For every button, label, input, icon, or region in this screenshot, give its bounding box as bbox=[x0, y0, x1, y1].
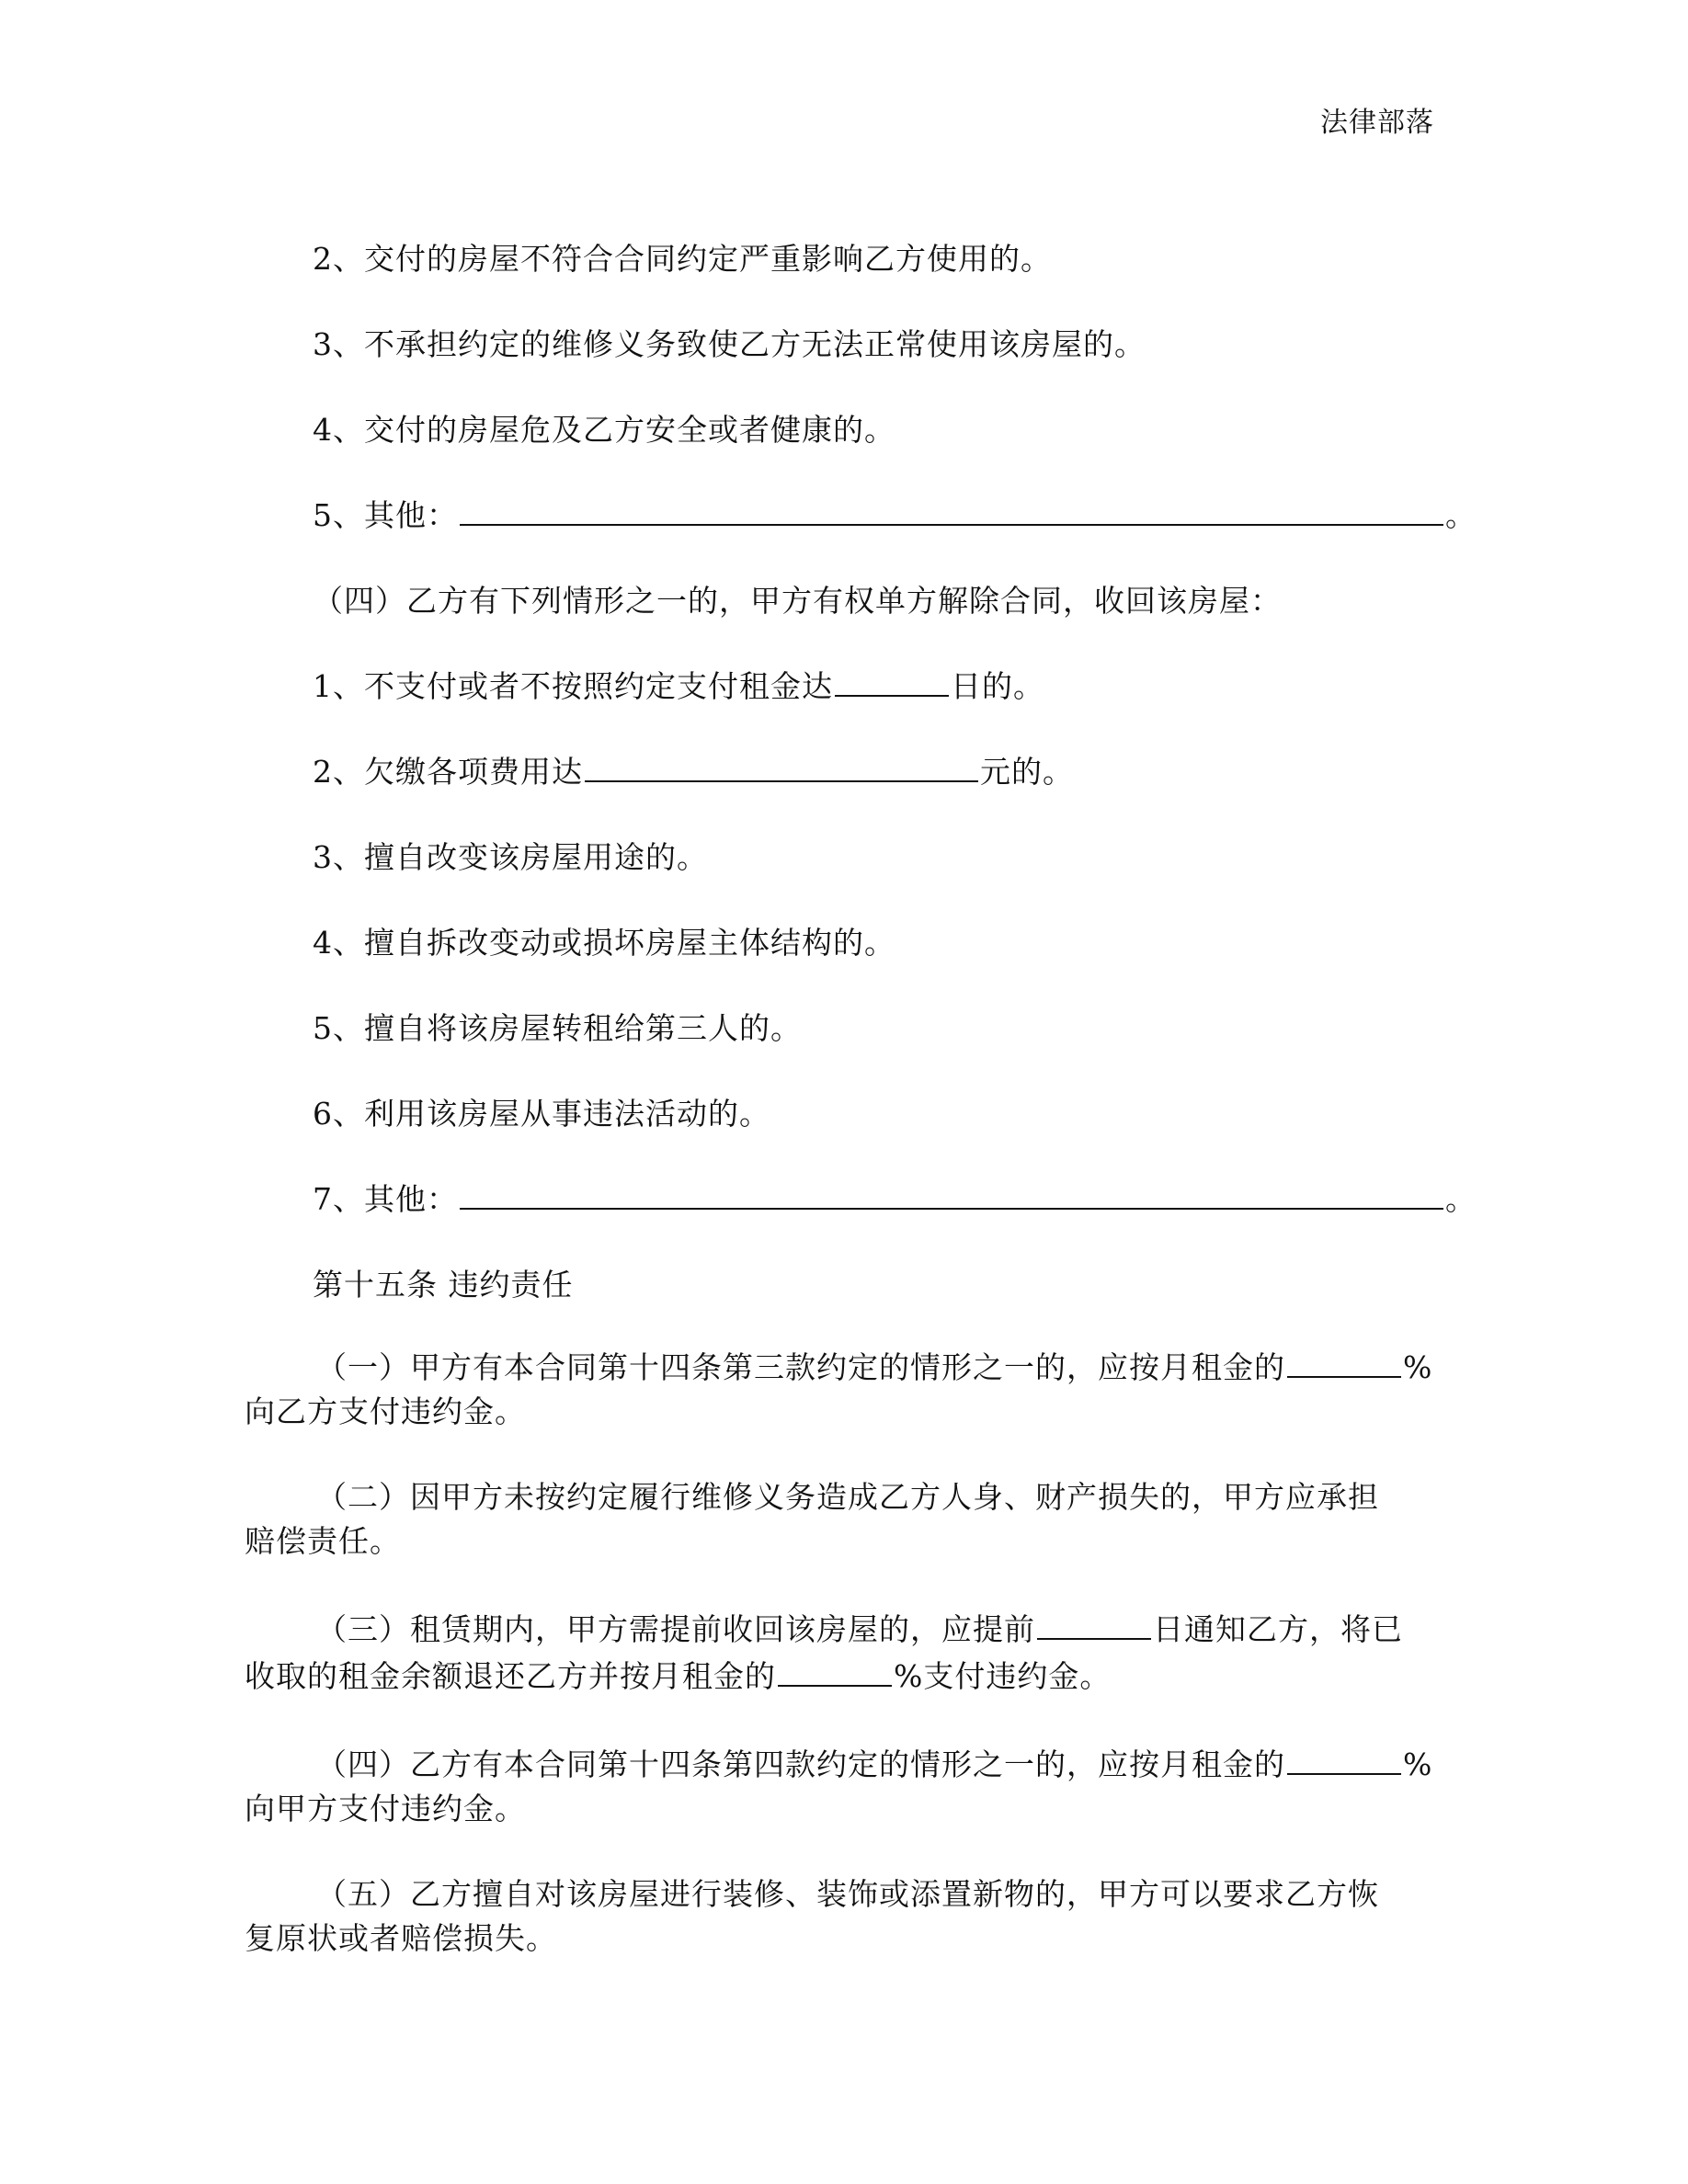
liability-paragraph-2 bbox=[245, 1475, 1431, 1564]
document-body bbox=[245, 232, 1477, 2002]
paragraph-text: % bbox=[1403, 1746, 1433, 1782]
liability-paragraph-3 bbox=[245, 1605, 1431, 1699]
clause-line-fees bbox=[245, 745, 1431, 830]
clause-text: 4、擅自拆改变动或损坏房屋主体结构的。 bbox=[313, 925, 895, 961]
clause-line-rent-days bbox=[245, 659, 1431, 745]
paragraph-text: 向甲方支付违约金。 bbox=[245, 1791, 526, 1826]
fill-blank[interactable] bbox=[460, 1175, 1443, 1210]
clause-text: 元的。 bbox=[980, 754, 1074, 790]
clause-text: 2、欠缴各项费用达 bbox=[313, 754, 583, 790]
clause-text: 6、利用该房屋从事违法活动的。 bbox=[313, 1096, 770, 1132]
liability-paragraph-4 bbox=[245, 1740, 1431, 1831]
paragraph-text: （三）租赁期内，甲方需提前收回该房屋的，应提前 bbox=[316, 1611, 1035, 1647]
clause-line-4 bbox=[245, 403, 1431, 488]
clause-line-5-other bbox=[245, 488, 1477, 574]
clause-text: 。 bbox=[1445, 497, 1477, 533]
paragraph-text: %支付违约金。 bbox=[894, 1658, 1112, 1694]
paragraph-text: （一）甲方有本合同第十四条第三款约定的情形之一的，应按月租金的 bbox=[316, 1349, 1285, 1385]
clause-text: （四）乙方有下列情形之一的，甲方有权单方解除合同，收回该房屋： bbox=[313, 583, 1282, 619]
fill-blank[interactable] bbox=[1037, 1605, 1151, 1640]
clause-text: 日的。 bbox=[951, 668, 1044, 704]
clause-line-sublet bbox=[245, 1001, 1431, 1086]
clause-line-2 bbox=[245, 232, 1431, 317]
paragraph-text: （四）乙方有本合同第十四条第四款约定的情形之一的，应按月租金的 bbox=[316, 1746, 1285, 1782]
paragraph-text: 向乙方支付违约金。 bbox=[245, 1393, 526, 1429]
paragraph-text: （二）因甲方未按约定履行维修义务造成乙方人身、财产损失的，甲方应承担 bbox=[316, 1479, 1379, 1515]
clause-text: 7、其他： bbox=[313, 1181, 458, 1217]
clause-line-usage bbox=[245, 830, 1431, 916]
fill-blank[interactable] bbox=[1287, 1343, 1401, 1378]
fill-blank[interactable] bbox=[778, 1652, 892, 1687]
clause-text: 3、擅自改变该房屋用途的。 bbox=[313, 839, 708, 875]
clause-text: 5、其他： bbox=[313, 497, 458, 533]
fill-blank[interactable] bbox=[835, 662, 949, 697]
clause-text: 。 bbox=[1445, 1181, 1477, 1217]
clause-text: 3、不承担约定的维修义务致使乙方无法正常使用该房屋的。 bbox=[313, 326, 1146, 362]
fill-blank[interactable] bbox=[1287, 1740, 1401, 1775]
clause-text: 1、不支付或者不按照约定支付租金达 bbox=[313, 668, 833, 704]
clause-line-7-other bbox=[245, 1172, 1477, 1257]
paragraph-text: 复原状或者赔偿损失。 bbox=[245, 1920, 557, 1956]
clause-line-structure bbox=[245, 916, 1431, 1001]
article-heading: 第十五条 违约责任 bbox=[313, 1267, 574, 1302]
paragraph-text: （五）乙方擅自对该房屋进行装修、装饰或添置新物的，甲方可以要求乙方恢 bbox=[316, 1876, 1379, 1912]
liability-paragraph-5 bbox=[245, 1872, 1431, 1961]
clause-line-illegal bbox=[245, 1086, 1431, 1172]
paragraph-text: 收取的租金余额退还乙方并按月租金的 bbox=[245, 1658, 776, 1694]
paragraph-text: % bbox=[1403, 1349, 1433, 1385]
clause-text: 2、交付的房屋不符合合同约定严重影响乙方使用的。 bbox=[313, 241, 1052, 277]
fill-blank[interactable] bbox=[460, 491, 1443, 526]
fill-blank[interactable] bbox=[585, 747, 978, 782]
paragraph-text: 赔偿责任。 bbox=[245, 1523, 401, 1559]
article-fifteen-heading bbox=[245, 1257, 1431, 1343]
clause-text: 4、交付的房屋危及乙方安全或者健康的。 bbox=[313, 412, 895, 448]
header-site-name: 法律部落 bbox=[1320, 107, 1434, 139]
liability-paragraph-1 bbox=[245, 1343, 1431, 1434]
clause-line-3 bbox=[245, 317, 1431, 403]
paragraph-text: 日通知乙方，将已 bbox=[1153, 1611, 1403, 1647]
clause-text: 5、擅自将该房屋转租给第三人的。 bbox=[313, 1010, 802, 1046]
section-four-heading bbox=[245, 574, 1431, 659]
